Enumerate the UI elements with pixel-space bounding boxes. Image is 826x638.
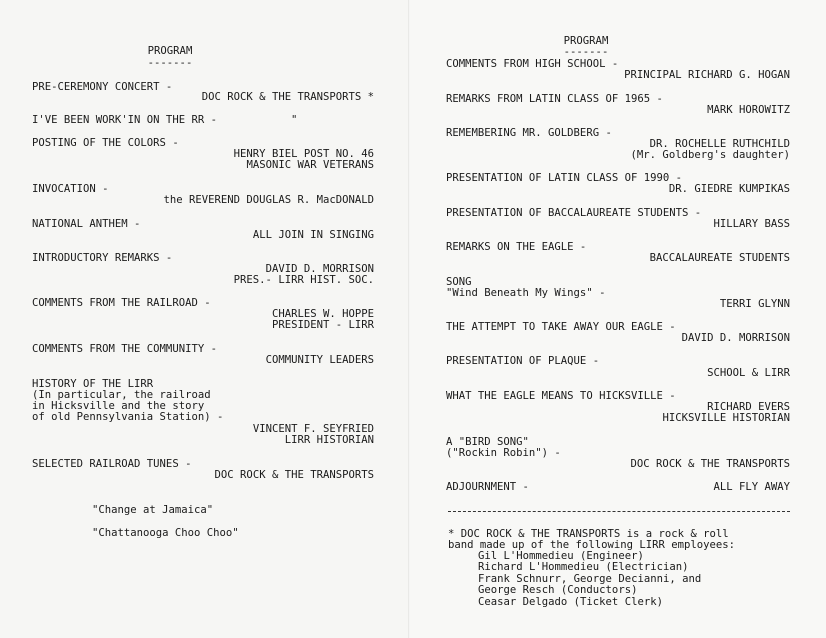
program-item-performer: DOC ROCK & THE TRANSPORTS xyxy=(214,469,374,481)
left-page xyxy=(0,0,410,638)
ditto-mark: " xyxy=(291,114,298,126)
program-item-performer: PRESIDENT - LIRR xyxy=(271,319,374,331)
program-item-performer: BACCALAUREATE STUDENTS xyxy=(649,252,790,264)
program-item-heading: INTRODUCTORY REMARKS - xyxy=(32,252,173,264)
footnote-line: Frank Schnurr, George Decianni, and xyxy=(478,573,702,585)
tune-title: "Change at Jamaica" xyxy=(92,504,214,516)
program-item-performer: PRINCIPAL RICHARD G. HOGAN xyxy=(624,69,790,81)
footnote-line: band made up of the following LIRR employees: xyxy=(448,539,736,551)
program-item-performer: DOC ROCK & THE TRANSPORTS * xyxy=(201,91,374,103)
program-item-heading: REMARKS FROM LATIN CLASS OF 1965 - xyxy=(446,93,663,105)
dashed-divider xyxy=(448,511,790,512)
program-item-heading: PRE-CEREMONY CONCERT - xyxy=(32,81,173,93)
right-title-underline: ------- xyxy=(563,46,609,58)
footnote-line: * DOC ROCK & THE TRANSPORTS is a rock & roll xyxy=(448,528,729,540)
program-item-performer: DOC ROCK & THE TRANSPORTS xyxy=(630,458,790,470)
footnote-line: Richard L'Hommedieu (Electrician) xyxy=(478,561,689,573)
program-item-heading: PRESENTATION OF PLAQUE - xyxy=(446,355,600,367)
footnote-line: George Resch (Conductors) xyxy=(478,584,638,596)
left-title-underline: ------- xyxy=(147,57,193,69)
program-item-heading: REMEMBERING MR. GOLDBERG - xyxy=(446,127,612,139)
program-item-heading: COMMENTS FROM THE RAILROAD - xyxy=(32,297,211,309)
program-item-heading: NATIONAL ANTHEM - xyxy=(32,218,141,230)
right-page xyxy=(410,0,826,638)
program-item-subtext: in Hicksville and the story xyxy=(32,400,205,412)
program-item-performer: MASONIC WAR VETERANS xyxy=(246,159,374,171)
program-item-subtext: of old Pennsylvania Station) - xyxy=(32,411,224,423)
program-item-subtext: (In particular, the railroad xyxy=(32,389,211,401)
program-item-performer: HENRY BIEL POST NO. 46 xyxy=(233,148,374,160)
program-item-performer: COMMUNITY LEADERS xyxy=(265,354,374,366)
program-item-heading: HISTORY OF THE LIRR xyxy=(32,378,154,390)
program-item-performer: TERRI GLYNN xyxy=(719,298,790,310)
program-item-heading: ADJOURNMENT - xyxy=(446,481,529,493)
program-item-performer: SCHOOL & LIRR xyxy=(707,367,790,379)
program-item-performer: (Mr. Goldberg's daughter) xyxy=(630,149,790,161)
program-item-performer: CHARLES W. HOPPE xyxy=(271,308,374,320)
program-item-performer: the REVEREND DOUGLAS R. MacDONALD xyxy=(163,194,374,206)
program-item-heading: PRESENTATION OF BACCALAUREATE STUDENTS - xyxy=(446,207,702,219)
program-item-performer: DR. GIEDRE KUMPIKAS xyxy=(668,183,790,195)
program-item-heading: COMMENTS FROM HIGH SCHOOL - xyxy=(446,58,619,70)
program-item-performer: MARK HOROWITZ xyxy=(707,104,790,116)
program-item-subtext: ("Rockin Robin") - xyxy=(446,447,561,459)
program-item-performer: LIRR HISTORIAN xyxy=(284,434,374,446)
program-item-heading: A "BIRD SONG" xyxy=(446,436,529,448)
program-item-performer: HILLARY BASS xyxy=(713,218,790,230)
program-item-heading: WHAT THE EAGLE MEANS TO HICKSVILLE - xyxy=(446,390,676,402)
program-item-performer: VINCENT F. SEYFRIED xyxy=(252,423,374,435)
footnote-line: Ceasar Delgado (Ticket Clerk) xyxy=(478,596,663,608)
program-item-heading: COMMENTS FROM THE COMMUNITY - xyxy=(32,343,217,355)
right-program-title: PROGRAM xyxy=(563,35,609,47)
program-item-performer: ALL JOIN IN SINGING xyxy=(252,229,374,241)
program-item-performer: ALL FLY AWAY xyxy=(713,481,790,493)
program-item-heading: REMARKS ON THE EAGLE - xyxy=(446,241,587,253)
program-item-heading: THE ATTEMPT TO TAKE AWAY OUR EAGLE - xyxy=(446,321,676,333)
tune-title: "Chattanooga Choo Choo" xyxy=(92,527,239,539)
program-item-performer: PRES.- LIRR HIST. SOC. xyxy=(233,274,374,286)
program-item-performer: HICKSVILLE HISTORIAN xyxy=(662,412,790,424)
program-item-heading: INVOCATION - xyxy=(32,183,109,195)
program-item-performer: DAVID D. MORRISON xyxy=(681,332,790,344)
footnote-line: Gil L'Hommedieu (Engineer) xyxy=(478,550,644,562)
program-item-heading: SELECTED RAILROAD TUNES - xyxy=(32,458,192,470)
program-item-performer: DAVID D. MORRISON xyxy=(265,263,374,275)
program-item-heading: I'VE BEEN WORK'IN ON THE RR - xyxy=(32,114,217,126)
program-item-heading: SONG xyxy=(446,276,472,288)
program-item-performer: DR. ROCHELLE RUTHCHILD xyxy=(649,138,790,150)
program-item-heading: POSTING OF THE COLORS - xyxy=(32,137,179,149)
left-program-title: PROGRAM xyxy=(147,45,193,57)
program-item-heading: PRESENTATION OF LATIN CLASS OF 1990 - xyxy=(446,172,682,184)
program-item-performer: RICHARD EVERS xyxy=(707,401,790,413)
program-item-subtext: "Wind Beneath My Wings" - xyxy=(446,287,606,299)
